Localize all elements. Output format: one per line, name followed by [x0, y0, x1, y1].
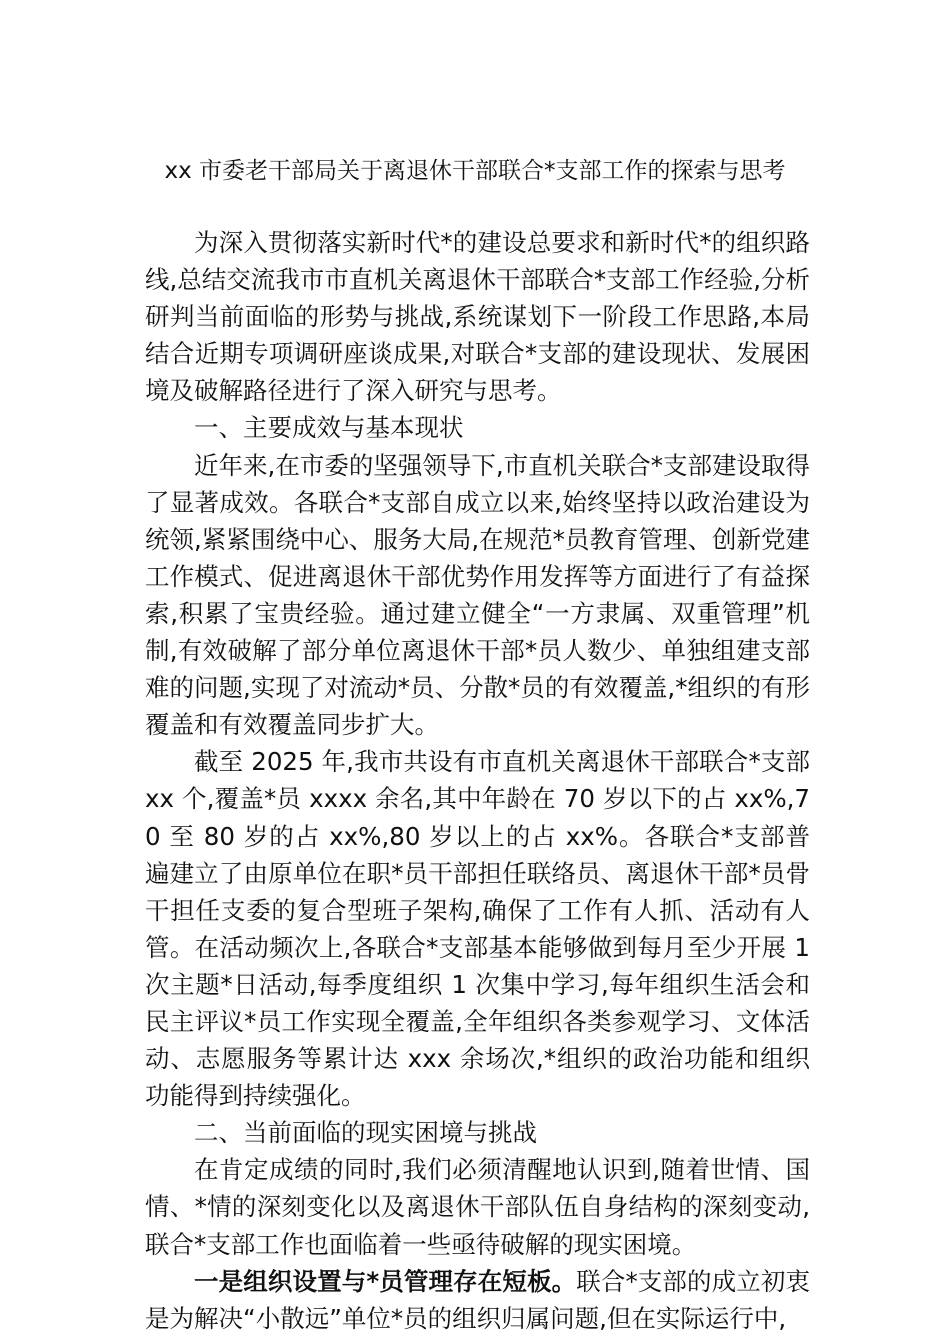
- document-body: [145, 224, 810, 1337]
- intro-paragraph: 为深入贯彻落实新时代*的建设总要求和新时代*的组织路线,总结交流我市市直机关离退休干部联合*支部工作经验,分析研判当前面临的形势与挑战,系统谋划下一阶段工作思路,本局结合近期专项调研座谈成果,对联合*支部的建设现状、发展困境及破解路径进行了深入研究与思考。: [145, 228, 810, 406]
- paragraph-achievements: 近年来,在市委的坚强领导下,市直机关联合*支部建设取得了显著成效。各联合*支部自成立以来,始终坚持以政治建设为统领,紧紧围绕中心、服务大局,在规范*员教育管理、创新党建工作模式、促进离退休干部优势作用发挥等方面进行了有益探索,积累了宝贵经验。通过建立健全“一方隶属、双重管理”机制,有效破解了部分单位离退休干部*员人数少、单独组建支部难的问题,实现了对流动*员、分散*员的有效覆盖,*组织的有形覆盖和有效覆盖同步扩大。: [145, 450, 810, 740]
- document-title: xx 市委老干部局关于离退休干部联合*支部工作的探索与思考: [164, 158, 786, 184]
- paragraph-challenges-intro: 在肯定成绩的同时,我们必须清醒地认识到,随着世情、国情、*情的深刻变化以及离退休干部队伍自身结构的深刻变动,联合*支部工作也面临着一些亟待破解的现实困境。: [145, 1155, 810, 1259]
- section-heading-2: 二、当前面临的现实困境与挑战: [194, 1118, 537, 1148]
- first-issue-lead: 一是组织设置与*员管理存在短板。: [194, 1266, 577, 1296]
- paragraph-statistics: 截至 2025 年,我市共设有市直机关离退休干部联合*支部 xx 个,覆盖*员 xxxx 余名,其中年龄在 70 岁以下的占 xx%,70 至 80 岁的占 xx%,80 岁以上的占 xx%。各联合*支部普遍建立了由原单位在职*员干部担任联络员、离退休干部*员骨干担任支委的复合型班子架构,确保了工作有人抓、活动有人管。在活动频次上,各联合*支部基本能够做到每月至少开展 1 次主题*日活动,每季度组织 1 次集中学习,每年组织生活会和民主评议*员工作实现全覆盖,全年组织各类参观学习、文体活动、志愿服务等累计达 xxx 余场次,*组织的政治功能和组织功能得到持续强化。: [145, 747, 810, 1111]
- paragraph-first-issue: [145, 1263, 810, 1337]
- section-heading-1: 一、主要成效与基本现状: [194, 413, 464, 443]
- first-issue-text: 联合*支部的成立初衷是为解决“小散远”单位*员的组织归属问题,但在实际运行中,: [145, 1266, 811, 1333]
